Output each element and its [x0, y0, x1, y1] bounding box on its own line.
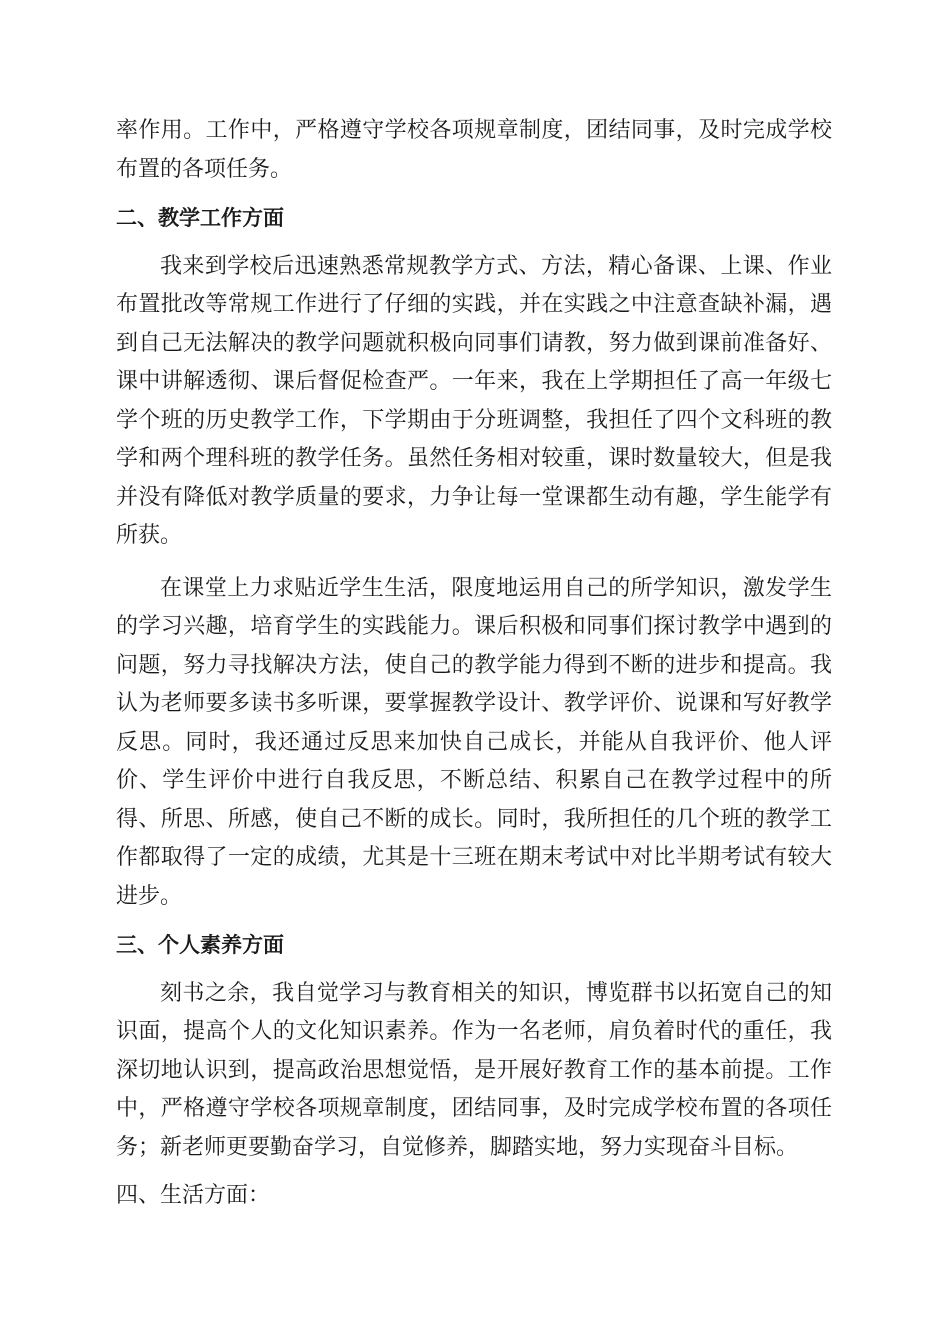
- section-heading-personal: 三、个人素养方面: [116, 933, 284, 957]
- section-heading-teaching: 二、教学工作方面: [116, 206, 284, 230]
- paragraph-continuation: 率作用。工作中，严格遵守学校各项规章制度，团结同事，及时完成学校布置的各项任务。: [116, 118, 832, 182]
- paragraph-teaching-2: 在课堂上力求贴近学生生活，限度地运用自己的所学知识，激发学生的学习兴趣，培育学生的实践能力。课后积极和同事们探讨教学中遇到的问题，努力寻找解决方法，使自己的教学能力得到不断的进步和提高。我认为老师要多读书多听课，要掌握教学设计、教学评价、说课和写好教学反思。同时，我还通过反思来加快自己成长，并能从自我评价、他人评价、学生评价中进行自我反思，不断总结、积累自己在教学过程中的所得、所思、所感，使自己不断的成长。同时，我所担任的几个班的教学工作都取得了一定的成绩，尤其是十三班在期末考试中对比半期考试有较大进步。: [116, 575, 832, 909]
- section-heading-life: 四、生活方面：: [116, 1183, 271, 1208]
- paragraph-personal: 刻书之余，我自觉学习与教育相关的知识，博览群书以拓宽自己的知识面，提高个人的文化知识素养。作为一名老师，肩负着时代的重任，我深切地认识到，提高政治思想觉悟，是开展好教育工作的基本前提。工作中，严格遵守学校各项规章制度，团结同事，及时完成学校布置的各项任务；新老师更要勤奋学习，自觉修养，脚踏实地，努力实现奋斗目标。: [116, 980, 832, 1160]
- paragraph-teaching-1: 我来到学校后迅速熟悉常规教学方式、方法，精心备课、上课、作业布置批改等常规工作进行了仔细的实践，并在实践之中注意查缺补漏，遇到自己无法解决的教学问题就积极向同事们请教，努力做到课前准备好、课中讲解透彻、课后督促检查严。一年来，我在上学期担任了高一年级七学个班的历史教学工作，下学期由于分班调整，我担任了四个文科班的教学和两个理科班的教学任务。虽然任务相对较重，课时数量较大，但是我并没有降低对教学质量的要求，力争让每一堂课都生动有趣，学生能学有所获。: [116, 253, 832, 548]
